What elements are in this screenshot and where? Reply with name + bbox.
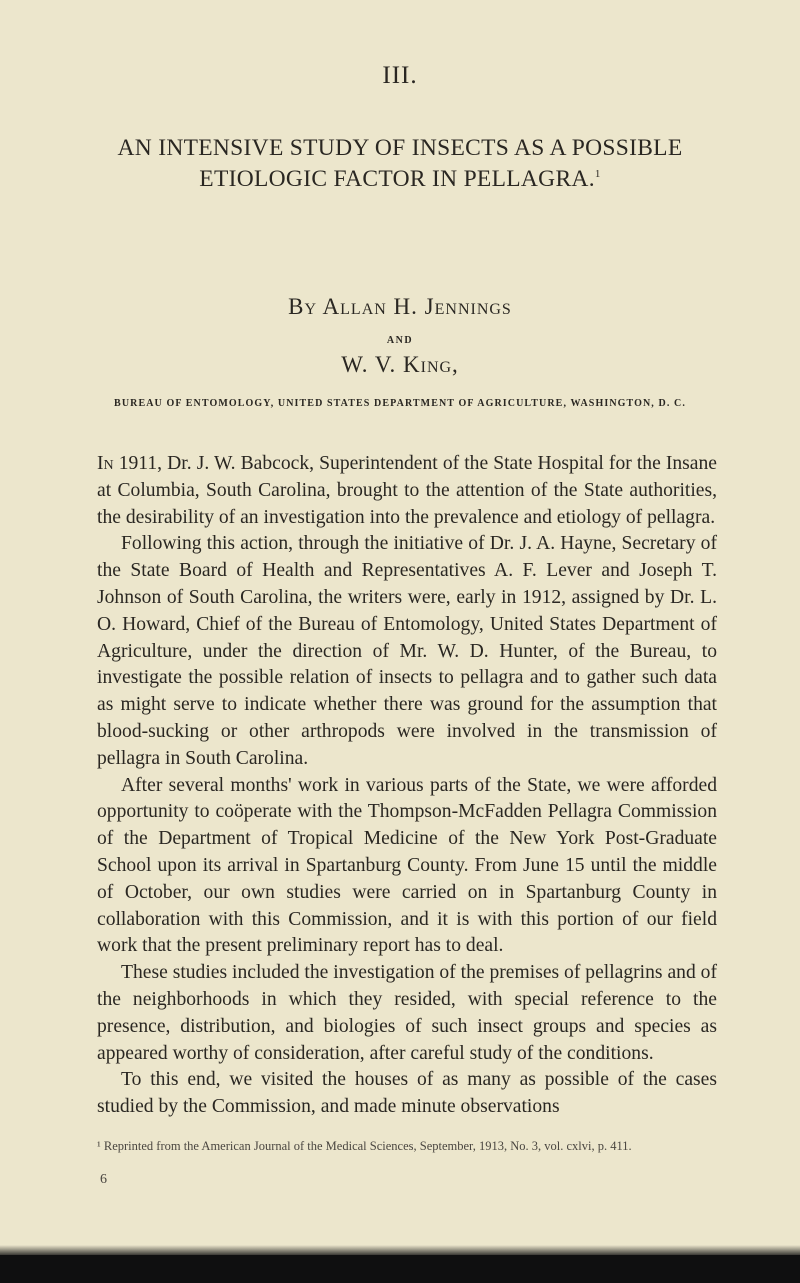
paragraph-2: Following this action, through the initiative of Dr. J. A. Hayne, Secretary of the State Board of Health and Representatives A. F. Lever and Joseph T. Johnson of South Carolina, the writers were, early in 1912, assigned by Dr. L. O. Howard, Chief of the Bureau of Entomology, United States Department of Agriculture, under the direction of Mr. W. D. Hunter, of the Bureau, to investigate the possible relation of insects to pellagra and to gather such data as might serve to indicate whether there was ground for the assumption that blood-sucking or other arthropods were involved in the transmission of pellagra in South Carolina. xyxy=(97,533,717,769)
paragraph-5: To this end, we visited the houses of as many as possible of the cases studied by the Commission, and made minute observations xyxy=(97,1069,717,1118)
title-footnote-marker: 1 xyxy=(594,168,601,181)
article-title xyxy=(0,133,800,195)
page-number: 6 xyxy=(100,1172,107,1187)
paragraph-1 xyxy=(97,451,717,531)
paragraph-1-text: 1911, Dr. J. W. Babcock, Superintendent of the State Hospital for the Insane at Columbia, South Carolina, brought to the attention of the State authorities, the desirability of an investigation into the prevalence and etiology of pellagra. xyxy=(97,453,717,528)
footnote: ¹ Reprinted from the American Journal of the Medical Sciences, September, 1913, No. 3, vol. cxlvi, p. 411. xyxy=(97,1139,632,1153)
scan-edge-shadow xyxy=(0,1245,800,1255)
title-line-2-wrap xyxy=(0,164,800,195)
paragraph-4: These studies included the investigation of the premises of pellagrins and of the neighborhoods in which they resided, with special reference to the presence, distribution, and biologies of such insect groups and species as appeared worthy of consideration, after careful study of the conditions. xyxy=(97,962,717,1064)
body-text xyxy=(97,451,717,1121)
section-number: III. xyxy=(382,62,418,89)
title-line-2: ETIOLOGIC FACTOR IN PELLAGRA. xyxy=(199,166,595,192)
paragraph-1-lead: In xyxy=(97,453,114,474)
affiliation: BUREAU OF ENTOMOLOGY, UNITED STATES DEPARTMENT OF AGRICULTURE, WASHINGTON, D. C. xyxy=(114,398,686,409)
author-2: W. V. King, xyxy=(341,352,459,377)
author-conjunction: AND xyxy=(386,335,414,346)
paragraph-3: After several months' work in various parts of the State, we were afforded opportunity to coöperate with the Thompson-McFadden Pellagra Commission of the Department of Tropical Medicine of the New York Post-Graduate School upon its arrival in Spartanburg County. From June 15 until the middle of October, our own studies were carried on in Spartanburg County in collaboration with this Commission, and it is with this portion of our field work that the present preliminary report has to deal. xyxy=(97,774,717,957)
scan-bottom-edge xyxy=(0,1255,800,1283)
title-line-1: AN INTENSIVE STUDY OF INSECTS AS A POSSIBLE xyxy=(117,135,683,161)
author-1: By Allan H. Jennings xyxy=(288,294,512,319)
